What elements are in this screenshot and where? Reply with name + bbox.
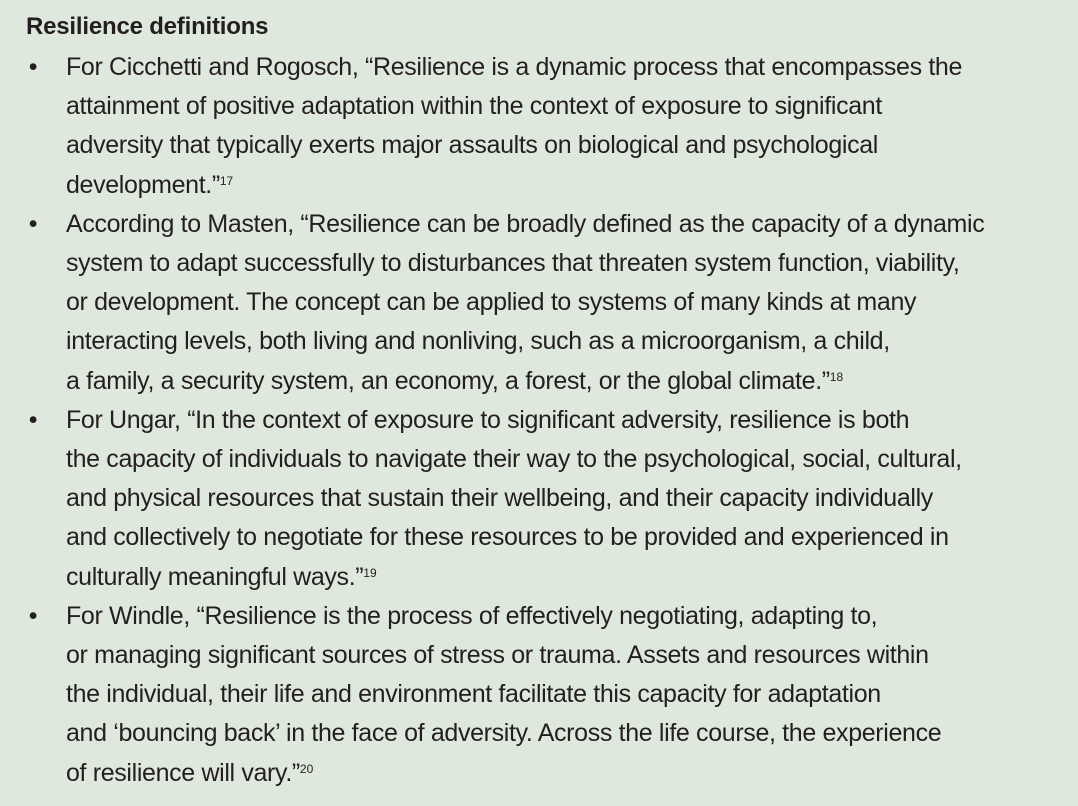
definition-text: development.” (66, 170, 220, 199)
definition-text: adversity that typically exerts major assaults on biological and psychological (66, 131, 879, 160)
definitions-list (26, 48, 1048, 793)
definition-text-line (66, 754, 1048, 793)
definition-text-line (66, 714, 1048, 753)
definition-text: For Cicchetti and Rogosch, “Resilience is a dynamic process that encompasses the (66, 53, 963, 81)
bullet-icon: • (28, 405, 38, 434)
definition-item (26, 401, 1048, 597)
panel-title: Resilience definitions (26, 13, 269, 40)
definition-text-line (66, 205, 1048, 244)
definition-text: and ‘bouncing back’ in the face of adversity. Across the life course, the experience (66, 719, 942, 748)
definition-item (26, 597, 1048, 793)
definition-text: For Windle, “Resilience is the process of effectively negotiating, adapting to, (66, 601, 878, 630)
bullet-icon: • (28, 209, 38, 238)
definition-text-line (66, 558, 1048, 597)
bullet-icon: • (28, 601, 38, 630)
definition-text: interacting levels, both living and nonliving, such as a microorganism, a child, (66, 327, 890, 356)
definition-text-line (66, 166, 1048, 205)
definition-text-line (66, 636, 1048, 675)
definition-item (26, 205, 1048, 401)
definition-text: culturally meaningful ways.” (66, 562, 364, 591)
definition-text-line (66, 283, 1048, 322)
definition-text: and collectively to negotiate for these resources to be provided and experienced in (66, 523, 949, 552)
definition-text-line (66, 440, 1048, 479)
definition-item (26, 48, 1048, 205)
definition-text: or development. The concept can be applied to systems of many kinds at many (66, 288, 917, 317)
definition-text-line (66, 322, 1048, 361)
definition-text: or managing significant sources of stress or trauma. Assets and resources within (66, 641, 929, 670)
bullet-icon: • (28, 53, 38, 81)
definition-text: the individual, their life and environment facilitate this capacity for adaptation (66, 680, 881, 709)
reference-superscript: 18 (829, 369, 844, 384)
definition-text-line (66, 597, 1048, 636)
definition-text-line (66, 244, 1048, 283)
definition-text-line (66, 675, 1048, 714)
reference-superscript: 20 (299, 761, 314, 776)
definition-text-line (66, 362, 1048, 401)
reference-superscript: 19 (363, 565, 377, 580)
definition-text-line (66, 48, 1048, 87)
definition-text: the capacity of individuals to navigate their way to the psychological, social, cultural, (66, 445, 962, 474)
definition-text-line (66, 126, 1048, 165)
definition-text-line (66, 401, 1048, 440)
definition-text: attainment of positive adaptation within the context of exposure to significant (66, 92, 882, 121)
definition-text-line (66, 479, 1048, 518)
definition-text: For Ungar, “In the context of exposure to significant adversity, resilience is both (66, 405, 910, 434)
definition-text: of resilience will vary.” (66, 758, 300, 787)
definition-text: system to adapt successfully to disturbances that threaten system function, viability, (66, 249, 960, 278)
definition-text-line (66, 518, 1048, 557)
definition-text: a family, a security system, an economy, a forest, or the global climate.” (66, 366, 830, 395)
reference-superscript: 17 (219, 173, 234, 188)
definition-text: and physical resources that sustain their wellbeing, and their capacity individually (66, 484, 933, 513)
definition-text-line (66, 87, 1048, 126)
definition-text: According to Masten, “Resilience can be broadly defined as the capacity of a dynamic (66, 209, 985, 238)
